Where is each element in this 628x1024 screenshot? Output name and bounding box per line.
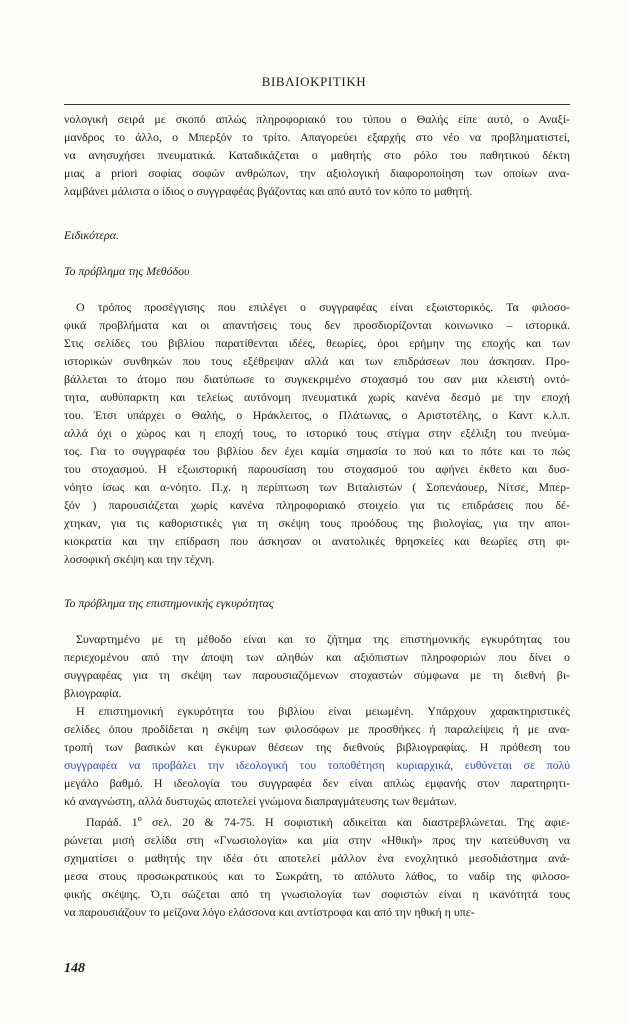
heading-specific: Ειδικότερα. [64, 228, 119, 242]
text-line: αλλά όχι ο χώρος και η εποχή τους, το ιστορικό τους στίγμα στην εξέλιξη του πνεύμα- [64, 426, 570, 440]
example-first-line: Παράδ. $1^o$ σελ. 20 & 74-75. Η σοφιστική αδικείται και διαστρεβλώνεται. Της αφιε- [86, 814, 570, 829]
text-line: ρώνεται μισή σελίδα στη «Γνωσιολογία» και μία στην «Ηθική» προς την κατεύθυνση να [64, 832, 570, 847]
text-line: λοσοφική σκέψη και την τέχνη. [64, 552, 215, 566]
text-line: Συναρτημένο με τη μέθοδο είναι και το ζήτημα της επιστημονικής εγκυρότητας του [76, 632, 570, 646]
heading-method-problem: Το πρόβλημα της Μεθόδου [64, 264, 190, 278]
text-line: μανδρος το άλλο, ο Μπερξόν το τρίτο. Απαγορεύει εξαρχής στο νέο να προβληματιστεί, [64, 130, 570, 144]
text-line: κιοκρατία και την επίδραση που άσκησαν οι ανατολικές θρησκείες και θεωρίες στη φι- [64, 534, 570, 548]
text-line: φικής σκέψης. Ό,τι σώζεται από τη γνωσιολογία των σοφιστών είναι η ικανότητά τους [64, 886, 570, 901]
text-line: Στις σελίδες του βιβλίου παρατίθενται ιδέες, θεωρίες, όροι ερήμην της εποχής και των [64, 336, 570, 350]
header-rule [64, 104, 570, 105]
heading-validity-problem: Το πρόβλημα της επιστημονικής εγκυρότητας [64, 596, 274, 610]
text-line: του στοχασμού. Η εξωιστορική παρουσίαση του στοχασμού του αφήνει έκθετο και δυσ- [64, 462, 570, 476]
text-line: σχηματίσει ο μαθητής την ιδέα ότι αποτελεί μάλλον ένα ενοχλητικό μεσοδιάστημα ανά- [64, 850, 570, 865]
text-line: τροπή των βασικών και έγκυρων θέσεων της διεθνούς βιβλιογραφίας. Η πρόθεση του [64, 740, 570, 754]
text-line: νόητο ίσως και α-νόητο. Π.χ. η περίπτωση των Βιταλιστών ( Σοπενάουερ, Νίτσε, Μπερ- [64, 480, 570, 494]
text-line: συγγραφέα να προβάλει την ιδεολογική του τοποθέτηση κυριαρχικά, ευθύνεται σε πολύ [64, 758, 570, 772]
text-line: σελίδες όπου προδίδεται η σκέψη των φιλοσόφων με προσθήκες ή παραλείψεις ή με ανα- [64, 722, 570, 736]
text-line: ξόν ) παρουσιάζεται χωρίς κανένα πληροφοριακό στοιχείο για τις επιδράσεις που δέ- [64, 498, 570, 512]
text-line: βάλλεται το άτομο που διατύπωσε το συγκεκριμένο στοχασμό του σαν μια κλειστή οντό- [64, 372, 570, 386]
text-line: μεγάλο βαθμό. Η ιδεολογία του συγγραφέα δεν είναι απλώς εμφανής στον παρατηρητι- [64, 776, 570, 790]
text-line: χτηκαν, για τις καθοριστικές για τη σκέψη τους προόδους της βιολογίας, για την αποι- [64, 516, 570, 530]
text-line: περιεχομένου από την άποψη των αληθών και αξιόπιστων πληροφοριών που δίνει ο [64, 650, 570, 664]
text-line: ιστορικών συνθηκών που τους εξέθρεψαν αλλά και των επιδράσεων που άσκησαν. Προ- [64, 354, 570, 368]
text-line: βλιογραφία. [64, 686, 122, 700]
text-line: κό αναγνώστη, αλλά δυστυχώς αποτελεί γνώμονα διαπραγμάτευσης των θεμάτων. [64, 794, 457, 808]
text-line: να ανησυχήσει πνευματικά. Καταδικάζεται ο μαθητής στο ρόλο του παθητικού δέκτη [64, 148, 570, 162]
paragraph-method [64, 298, 570, 568]
text-line: συγγραφέας για τη σκέψη των παρουσιαζόμενων στοχαστών σύμφωνα με τη διεθνή βι- [64, 668, 570, 682]
page-number: 148 [64, 961, 85, 976]
text-line: να παρουσιάζουν το μείζονα λόγο ελάσσονα και αντίστροφα και από την ηθική η υπε- [64, 904, 475, 919]
paragraph-example-sophists [64, 810, 570, 921]
text-line: του. Έτσι υπάρχει ο Θαλής, ο Ηράκλειτος, ο Πλάτωνας, ο Αριστοτέλης, ο Καντ κ.λ.π. [64, 408, 570, 422]
paragraph-validity-intro [64, 630, 570, 702]
text-line: Ο τρόπος προσέγγισης που επιλέγει ο συγγραφέας είναι εξωιστορικός. Τα φιλοσο- [76, 300, 570, 314]
text-line: νολογική σειρά με σκοπό απλώς πληροφοριακό του τύπου ο Θαλής είπε αυτό, ο Αναξί- [64, 112, 570, 126]
text-line: φικά προβλήματα και οι απαντήσεις τους δεν προσδιορίζονται κοινωνικο – ιστορικά. [64, 318, 570, 332]
text-line: μιας a priori σοφίας σοφών ανθρώπων, την αξιολογική διαφοροποίηση των οποίων ανα- [64, 166, 570, 180]
text-line: τος. Για το συγγραφέα του βιβλίου δεν έχει καμία σημασία το πού και το πότε και το πώς [64, 444, 570, 458]
running-header: ΒΙΒΛΙΟΚΡΙΤΙΚΗ [261, 74, 367, 89]
text-line: Η επιστημονική εγκυρότητα του βιβλίου είναι μειωμένη. Υπάρχουν χαρακτηριστικές [76, 704, 570, 718]
text-line: μεσα στους προσωκρατικούς και το Σωκράτη, το απόλυτο λάθος, το ναδίρ της φιλοσο- [64, 868, 570, 883]
text-line: λαμβάνει μάλιστα ο ίδιος ο συγγραφέας βγάζοντας και από αυτό τον κόπο το μαθητή. [64, 184, 473, 198]
paragraph-validity-reduced [64, 702, 570, 810]
text-line: τητα, αυθύπαρκτη και τελείως αυτόνομη πνευματικά χωρίς κανένα δεσμό με την εποχή [64, 390, 570, 404]
paragraph-intro-continuation [64, 110, 570, 200]
